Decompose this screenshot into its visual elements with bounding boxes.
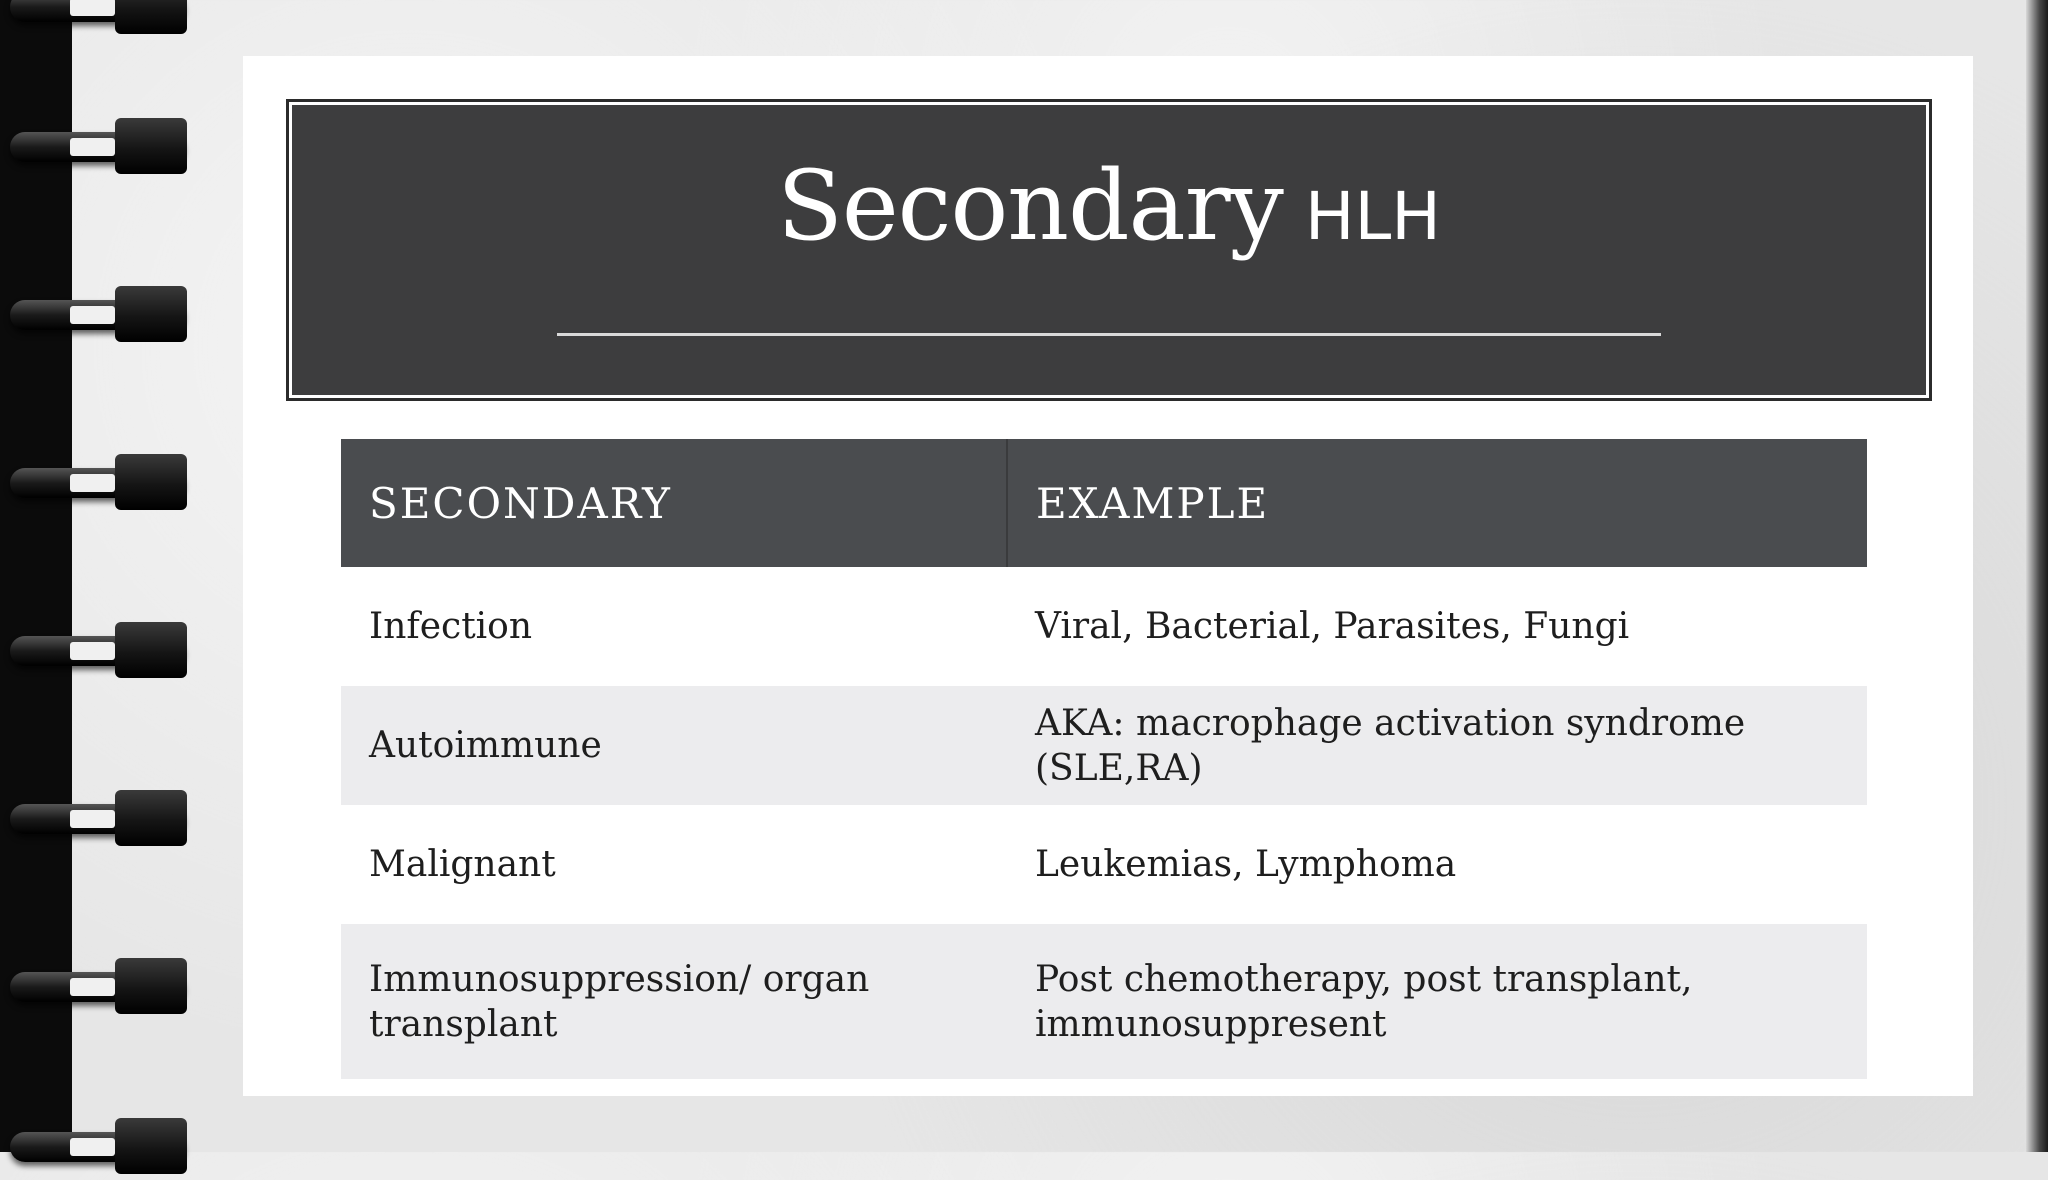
cell-secondary: Infection	[369, 606, 533, 647]
binder-ring-icon	[0, 1110, 190, 1180]
cell-example: Viral, Bacterial, Parasites, Fungi	[1035, 606, 1630, 647]
title-box	[289, 102, 1929, 398]
table-row	[341, 686, 1867, 805]
title-sub: HLH	[1304, 178, 1441, 255]
binder-ring-icon	[0, 278, 190, 348]
binder-ring-icon	[0, 614, 190, 684]
binder-ring-icon	[0, 446, 190, 516]
table-row	[341, 924, 1867, 1079]
page-edge-shadow	[2026, 0, 2048, 1152]
slide-title	[292, 150, 1926, 262]
slide-page	[243, 56, 1973, 1096]
cell-secondary: Immunosuppression/ organ transplant	[341, 924, 1007, 1079]
header-example: EXAMPLE	[1007, 439, 1867, 567]
cell-example: AKA: macrophage activation syndrome (SLE,RA)	[1007, 686, 1867, 805]
title-underline	[557, 333, 1661, 336]
binder-ring-icon	[0, 950, 190, 1020]
table-row	[341, 567, 1867, 686]
secondary-hlh-table	[341, 439, 1867, 1079]
cell-secondary: Autoimmune	[341, 686, 1007, 805]
title-main: Secondary	[777, 150, 1283, 262]
cell-example: Post chemotherapy, post transplant, immunosuppresent	[1007, 924, 1867, 1079]
binder-ring-icon	[0, 110, 190, 180]
header-secondary: SECONDARY	[341, 439, 1007, 567]
binder-ring-icon	[0, 0, 190, 40]
table-header-row	[341, 439, 1867, 567]
binder-ring-icon	[0, 782, 190, 852]
table-row	[341, 805, 1867, 924]
cell-example: Leukemias, Lymphoma	[1035, 844, 1457, 885]
cell-secondary: Malignant	[369, 844, 556, 885]
